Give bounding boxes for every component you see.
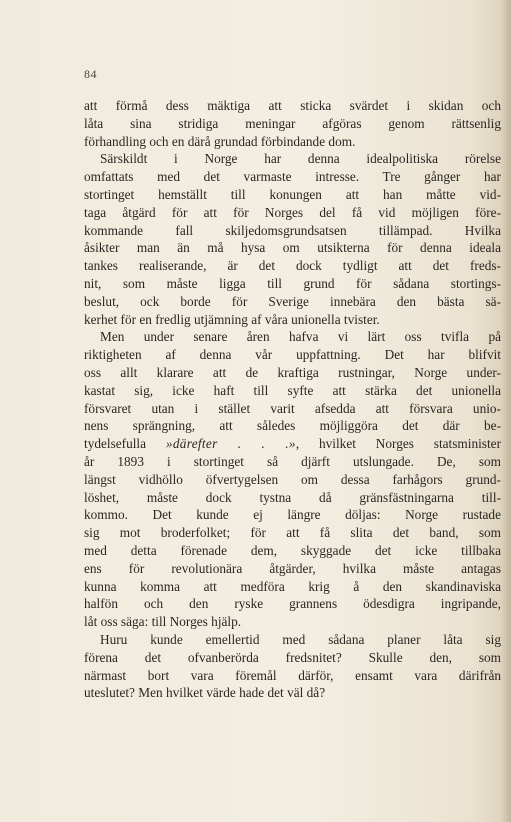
text-line <box>84 684 501 702</box>
text-line <box>84 328 501 346</box>
text-run: att förmå dess mäktiga att sticka svärdet i skidan och <box>84 98 501 113</box>
text-run: låt oss säga: till Norges hjälp. <box>84 614 242 630</box>
text-line <box>84 453 501 471</box>
text-run: kastat sig, icke haft till syfte att stärka det unionella <box>84 382 501 398</box>
text-line <box>84 613 501 631</box>
text-run: närmast bort vara föremål därför, ensamt vara därifrån <box>84 667 501 683</box>
text-run: nens sprängning, att således möjliggöra det där be- <box>84 418 501 434</box>
text-line <box>84 400 501 418</box>
text-line <box>84 471 501 489</box>
text-run: kunna komma att medföra krig å den skandinaviska <box>84 578 501 594</box>
text-run: halfön och den ryske grannens ödesdigra ingripande, <box>84 596 501 612</box>
text-run: oss allt klarare att de kraftiga rustningar, Norge under- <box>84 364 501 380</box>
text-run: kommo. Det kunde ej längre döljas: Norge rustade <box>84 507 501 523</box>
italic-quote: »därefter . . .» <box>165 436 296 452</box>
text-run: kerhet för en fredlig utjämning af våra unionella tvister. <box>84 311 380 327</box>
text-run: beslut, ock borde för Sverige innebära den bästa sä- <box>84 293 501 309</box>
text-run: förena det ofvanberörda fredsnitet? Skulle den, som <box>84 649 501 665</box>
page-number: 84 <box>84 67 97 81</box>
text-run: Men under senare åren hafva vi lärt oss tvifla på <box>100 329 501 345</box>
text-line <box>84 364 501 382</box>
text-line <box>84 649 501 667</box>
text-line <box>84 168 501 186</box>
page-edge-shadow <box>501 0 511 822</box>
text-line <box>84 506 501 524</box>
text-line <box>84 275 501 293</box>
text-run: uteslutet? Men hvilket värde hade det väl då? <box>84 685 326 701</box>
text-run: åsikter man än må hysa om utsikterna för denna ideala <box>84 240 501 256</box>
text-line <box>84 150 501 168</box>
text-run: år 1893 i stortinget så djärft utslungade. De, som <box>84 453 501 469</box>
text-line <box>84 631 501 649</box>
text-run: längst vidhöllo öfvertygelsen om dessa farhågors grund- <box>84 471 501 487</box>
text-run: nit, som måste ligga till grund för sådana stortings- <box>84 275 501 291</box>
text-run: tydelsefulla <box>84 436 166 452</box>
text-run: taga åtgärd för att för Norges del få vid möjligen före- <box>84 204 501 220</box>
body-text <box>84 97 501 702</box>
text-run: , hvilket Norges statsminister <box>295 436 501 452</box>
text-line <box>84 560 501 578</box>
text-line <box>84 257 501 275</box>
text-line <box>84 115 501 133</box>
text-run: tankes realiserande, är det dock tydligt att det freds- <box>84 258 501 274</box>
text-line <box>84 542 501 560</box>
text-run: kommande fall skiljedomsgrundsatsen tillämpad. Hvilka <box>84 222 501 238</box>
text-run: ens för revolutionära åtgärder, hvilka måste antagas <box>84 560 501 576</box>
text-line <box>84 524 501 542</box>
text-line <box>84 204 501 222</box>
text-run: låta sina stridiga meningar afgöras genom rättsenlig <box>84 115 501 131</box>
text-line <box>84 489 501 507</box>
text-line <box>84 417 501 435</box>
text-run: försvaret utan i stället varit afsedda att försvara unio- <box>84 400 501 416</box>
text-run: med detta förenade dem, skyggade det icke tillbaka <box>84 542 501 558</box>
text-run: Särskildt i Norge har denna idealpolitiska rörelse <box>100 151 501 167</box>
text-line <box>84 346 501 364</box>
text-line <box>84 382 501 400</box>
text-line <box>84 595 501 613</box>
text-line <box>84 578 501 596</box>
text-run: omfattats med det varmaste intresse. Tre gånger har <box>84 169 501 185</box>
text-line <box>84 311 501 329</box>
text-line <box>84 239 501 257</box>
text-run: sig mot broderfolket; för att få slita det band, som <box>84 525 501 541</box>
text-line <box>84 186 501 204</box>
text-line <box>84 435 501 453</box>
text-line <box>84 667 501 685</box>
text-line <box>84 97 501 115</box>
text-line <box>84 133 501 151</box>
text-run: förhandling och en därå grundad förbindande dom. <box>84 133 356 149</box>
text-run: löshet, måste dock tystna då gränsfästningarna till- <box>84 489 501 505</box>
text-line <box>84 293 501 311</box>
text-line <box>84 222 501 240</box>
text-run: riktigheten af denna vår uppfattning. Det har blifvit <box>84 347 501 363</box>
text-run: Huru kunde emellertid med sådana planer låta sig <box>100 631 501 647</box>
text-run: stortinget hemställt till konungen att han måtte vid- <box>84 186 501 202</box>
